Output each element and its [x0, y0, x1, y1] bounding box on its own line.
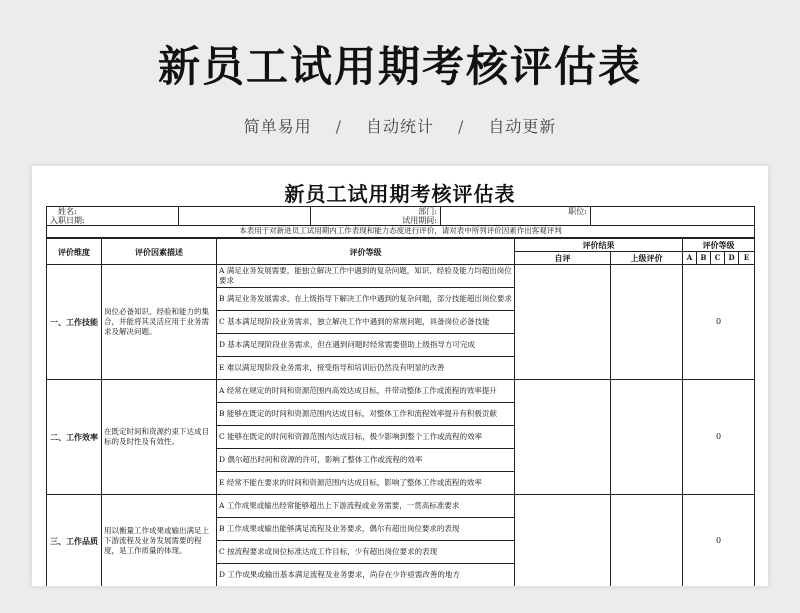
employee-info-table	[46, 206, 755, 238]
header-level-b: B	[697, 252, 711, 265]
dimension-cell: 一、工作技能	[47, 265, 102, 380]
header-factor: 评价因素描述	[102, 239, 217, 265]
grade-option: C 基本满足现阶段业务需求，独立解决工作中遇到的常规问题，具备岗位必备技能	[217, 311, 515, 334]
spreadsheet-preview	[32, 166, 768, 586]
tag-auto-update: 自动更新	[488, 117, 557, 136]
header-dimension: 评价维度	[47, 239, 102, 265]
probation-label: 试用期间:	[402, 216, 437, 225]
grade-option: B 能够在既定的时间和资源范围内达成目标，对整体工作和流程效率提升有积极贡献	[217, 403, 515, 426]
grade-option: E 经常不能在要求的时间和资源范围内达成目标，影响了整体工作或流程的效率	[217, 472, 515, 495]
position-cell	[441, 207, 591, 226]
header-level-d: D	[725, 252, 739, 265]
self-score-cell[interactable]	[515, 495, 611, 587]
banner-title: 新员工试用期考核评估表	[157, 42, 642, 91]
name-cell	[47, 207, 179, 226]
dimension-cell: 二、工作效率	[47, 380, 102, 495]
factor-cell: 用以衡量工作成果或输出满足上下游流程及业务发展需要的程度，是工作质量的体现。	[102, 495, 217, 587]
grade-option: D 基本满足现阶段业务需求，但在遇到问题时经常需要借助上级指导方可完成	[217, 334, 515, 357]
name-value[interactable]	[179, 207, 311, 226]
level-score-cell: 0	[683, 265, 755, 380]
header-level-e: E	[739, 252, 755, 265]
header-level: 评价等级	[683, 239, 755, 252]
instruction-note: 本表用于对新进员工试用期内工作表现和能力态度进行评价，请对表中所列评价因素作出客观评判	[47, 226, 755, 238]
superior-score-cell[interactable]	[611, 495, 683, 587]
grade-option: C 按流程要求或岗位标准达成工作目标，少有超出岗位要求的表现	[217, 541, 515, 564]
header-superior: 上级评价	[611, 252, 683, 265]
superior-score-cell[interactable]	[611, 265, 683, 380]
self-score-cell[interactable]	[515, 380, 611, 495]
department-cell	[311, 207, 441, 226]
table-row	[47, 380, 755, 403]
factor-cell: 在既定时间和资源约束下达成目标的及时性及有效性。	[102, 380, 217, 495]
grade-option: E 难以满足现阶段业务需求，接受指导和培训后仍然没有明显的改善	[217, 357, 515, 380]
level-score-cell: 0	[683, 495, 755, 587]
grade-option: D 工作成果或输出基本满足流程及业务要求，尚存在少许亟需改善的地方	[217, 564, 515, 587]
grade-option: A 满足业务发展需要，能独立解决工作中遇到的复杂问题，知识、经验及能力均超出岗位要求	[217, 265, 515, 288]
sheet-title: 新员工试用期考核评估表	[284, 182, 516, 206]
tag-separator: /	[458, 117, 465, 136]
header-level-c: C	[711, 252, 725, 265]
position-value[interactable]	[591, 207, 755, 226]
table-row	[47, 495, 755, 518]
grade-option: B 满足业务发展需求，在上级指导下解决工作中遇到的复杂问题，部分技能超出岗位要求	[217, 288, 515, 311]
entry-date-label: 入职日期:	[50, 216, 85, 225]
grade-option: A 经常在规定的时间和资源范围内高效达成目标，并带动整体工作或流程的效率提升	[217, 380, 515, 403]
banner-subtitle	[0, 114, 800, 137]
factor-cell: 岗位必备知识、经验和能力的集合，并能将其灵活应用于业务需求及解决问题。	[102, 265, 217, 380]
header-result: 评价结果	[515, 239, 683, 252]
grade-option: A 工作成果或输出经常能够超出上下游流程或业务需要，一贯高标准要求	[217, 495, 515, 518]
header-self: 自评	[515, 252, 611, 265]
tag-separator: /	[335, 117, 342, 136]
department-label: 部门:	[418, 207, 437, 216]
tag-auto-stats: 自动统计	[365, 117, 434, 136]
grade-option: B 工作成果或输出能够满足流程及业务要求，偶尔有超出岗位要求的表现	[217, 518, 515, 541]
evaluation-table	[46, 238, 755, 586]
self-score-cell[interactable]	[515, 265, 611, 380]
header-grade: 评价等级	[217, 239, 515, 265]
name-label: 姓名:	[58, 207, 77, 216]
header-level-a: A	[683, 252, 697, 265]
table-row	[47, 265, 755, 288]
tag-easy: 简单易用	[243, 117, 312, 136]
grade-option: C 能够在既定的时间和资源范围内达成目标，极少影响到整个工作或流程的效率	[217, 426, 515, 449]
position-label: 职位:	[568, 207, 587, 216]
grade-option: D 偶尔超出时间和资源的许可，影响了整体工作或流程的效率	[217, 449, 515, 472]
dimension-cell: 三、工作品质	[47, 495, 102, 587]
superior-score-cell[interactable]	[611, 380, 683, 495]
level-score-cell: 0	[683, 380, 755, 495]
